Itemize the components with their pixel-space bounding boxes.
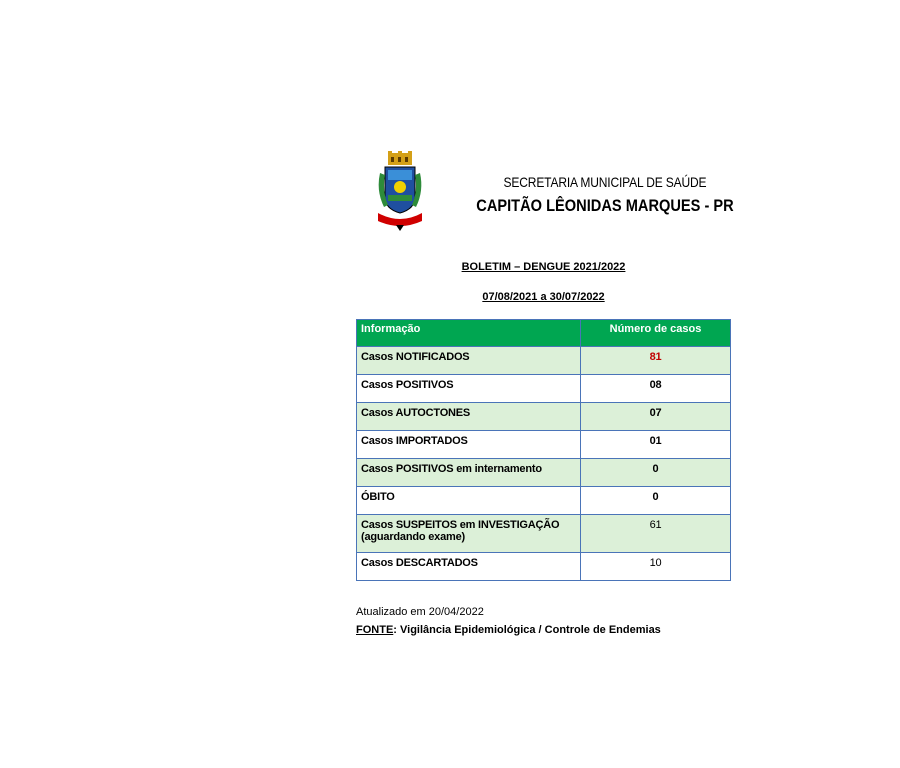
- table-row: [357, 487, 731, 515]
- row-value: 08: [581, 375, 731, 403]
- table-row: [357, 375, 731, 403]
- row-value: 07: [581, 403, 731, 431]
- bulletin-title: BOLETIM – DENGUE 2021/2022: [461, 261, 626, 273]
- source-line: [356, 621, 661, 639]
- header: [440, 174, 770, 216]
- row-label: Casos AUTOCTONES: [357, 403, 581, 431]
- row-label-line2: (aguardando exame): [361, 531, 465, 543]
- table-header-row: [357, 320, 731, 347]
- table-row: [357, 459, 731, 487]
- footer: [356, 603, 661, 639]
- city-title: CAPITÃO LÊONIDAS MARQUES - PR: [476, 196, 734, 215]
- row-value: 01: [581, 431, 731, 459]
- column-header-case-count: Número de casos: [581, 320, 731, 347]
- municipal-coat-of-arms-icon: [376, 151, 424, 233]
- source-label: FONTE: [356, 624, 394, 636]
- row-value: 10: [581, 553, 731, 581]
- row-label: Casos NOTIFICADOS: [357, 347, 581, 375]
- table-row: [357, 403, 731, 431]
- table-row: [357, 347, 731, 375]
- bulletin-period: 07/08/2021 a 30/07/2022: [482, 291, 605, 303]
- row-value: 0: [581, 459, 731, 487]
- updated-date: Atualizado em 20/04/2022: [356, 606, 484, 618]
- row-value: 0: [581, 487, 731, 515]
- row-value: 61: [581, 515, 731, 553]
- row-label: Casos POSITIVOS em internamento: [357, 459, 581, 487]
- row-label: ÓBITO: [357, 487, 581, 515]
- row-label-line1: Casos SUSPEITOS em INVESTIGAÇÃO: [361, 519, 560, 531]
- source-text: : Vigilância Epidemiológica / Controle de Endemias: [393, 624, 661, 636]
- table-row: [357, 431, 731, 459]
- row-value: 81: [581, 347, 731, 375]
- department-title: SECRETARIA MUNICIPAL DE SAÚDE: [503, 174, 707, 190]
- column-header-information: Informação: [357, 320, 581, 347]
- row-label: Casos POSITIVOS: [357, 375, 581, 403]
- row-label: Casos IMPORTADOS: [357, 431, 581, 459]
- row-label: [357, 515, 581, 553]
- cases-table: [356, 319, 731, 581]
- row-label: Casos DESCARTADOS: [357, 553, 581, 581]
- table-row: [357, 553, 731, 581]
- table-row: [357, 515, 731, 553]
